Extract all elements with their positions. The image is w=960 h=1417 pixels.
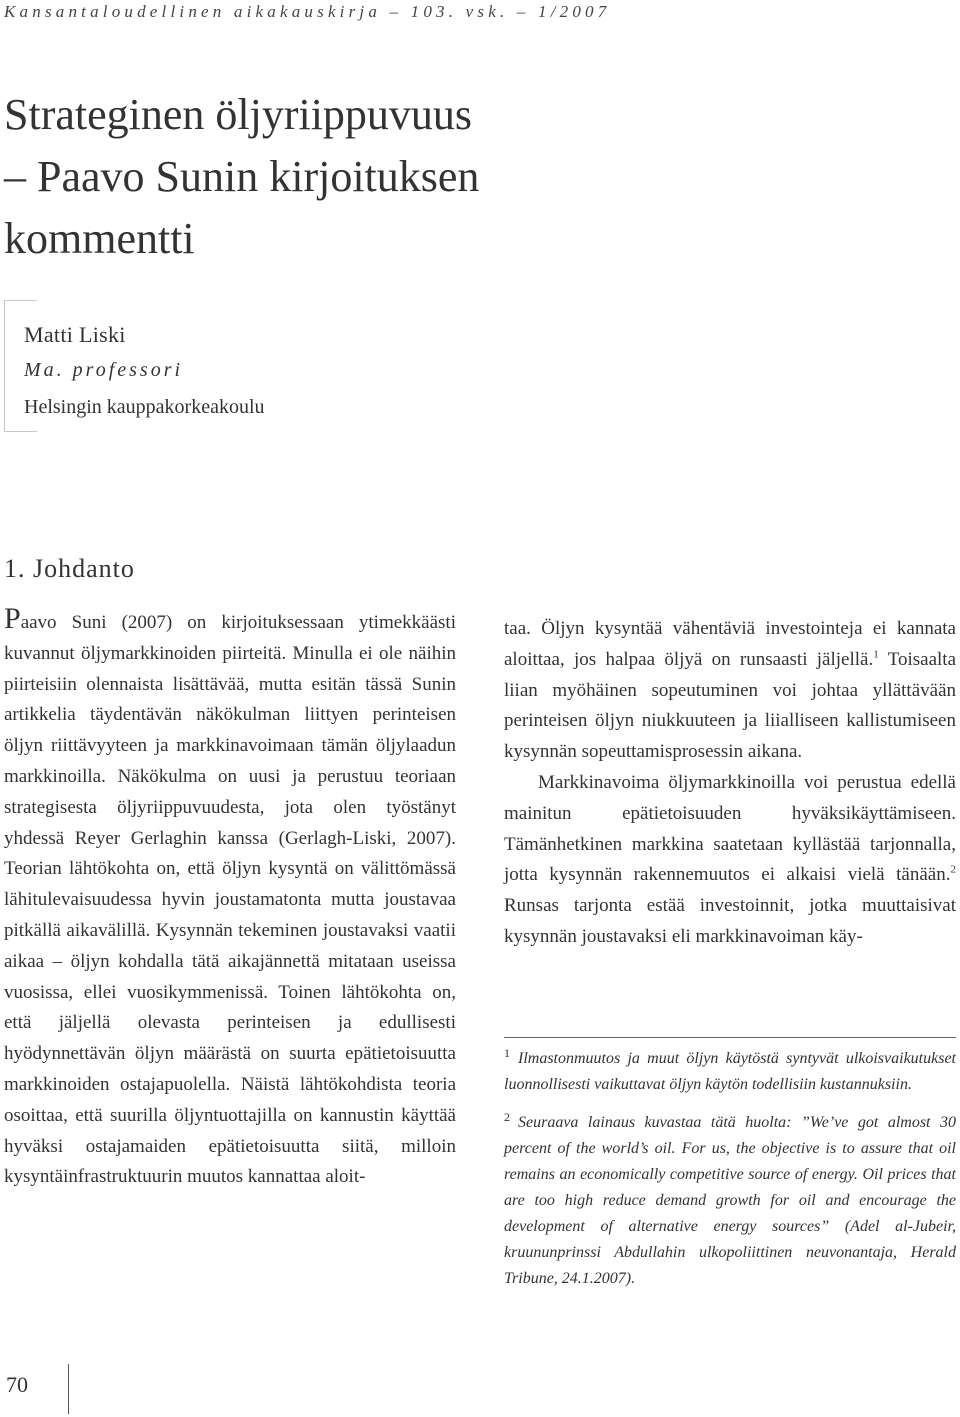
running-head: Kansantaloudellinen aikakauskirja – 103. vsk. – 1/2007 (4, 2, 611, 21)
right-p2-text-a: Markkinavoima öljymarkkinoilla voi perustua edellä mainitun epätietoisuuden hyväksikäyttämiseen. Tämänhetkinen markkina saatetaan kyllästää tarjonnalla, jotta kysynnän rakennemuutos ei alkaisi vielä tänään. (504, 771, 956, 886)
footnote-number: 1 (504, 1045, 510, 1060)
initial-letter: P (4, 602, 21, 635)
article-title (4, 84, 479, 270)
footnotes (504, 1046, 956, 1304)
footnote-1 (504, 1046, 956, 1098)
footnote-divider (504, 1037, 956, 1038)
page-number-divider (68, 1364, 69, 1414)
author-block (24, 318, 265, 426)
footnote-text: Ilmastonmuutos ja muut öljyn käytöstä syntyvät ulkoisvaikutukset luonnollisesti vaikuttavat öljyn käytön todellisiin kustannuksiin. (504, 1050, 956, 1093)
author-role: Ma. professori (24, 359, 184, 381)
section-heading: 1. Johdanto (4, 554, 135, 583)
left-column-text: aavo Suni (2007) on kirjoituksessaan ytimekkäästi kuvannut öljymarkkinoiden piirteitä. Minulla ei ole näihin piirteisiin olennaista lisättävää, mutta esitän tässä Sunin artikkelia täydentävän näkökulman liittyen perinteisen öljyn riittävyyteen ja markkinavoimaan tämän öljylaadun markkinoilla. Näkökulma on uusi ja perustuu teoriaan strategisesta öljyriippuvuudesta, jota olen työstänyt yhdessä Reyer Gerlaghin kanssa (Gerlagh-Liski, 2007). Teorian lähtökohta on, että öljyn kysyntä on välittömässä lähitulevaisuudessa hyvin joustamatonta mutta joustavaa pitkällä aikavälillä. Kysynnän tekeminen joustavaksi vaatii aikaa – öljyn kohdalla tätä aikajännettä mitataan useissa vuosissa, ellei vuosikymmenissä. Toinen lähtökohta on, että jäljellä olevasta perinteisen ja edullisesti hyödynnettävän öljyn määrästä on suurta epätietoisuutta markkinoiden ostajapuolella. Näistä lähtökohdista teoria osoittaa, että suurilla öljyntuottajilla on kannustin käyttää hyväksi ostajamaiden epätietoisuutta siitä, milloin kysyntäinfrastruktuurin muutos kannattaa aloit- (4, 612, 456, 1188)
right-p2-text-b: Runsas tarjonta estää investoinnit, jotka muuttaisivat kysynnän joustavaksi eli markkinavoiman käy- (504, 895, 956, 947)
right-p1-text-a: taa. Öljyn kysyntää vähentäviä investointeja ei kannata aloittaa, jos halpaa öljyä on runsaasti jäljellä. (504, 618, 956, 670)
right-p1-text-b: Toisaalta liian myöhäinen sopeutuminen voi johtaa yllättävään perinteisen öljyn niukkuuteen ja liialliseen kallistumiseen kysynnän sopeuttamisprosessin aikana. (504, 648, 957, 763)
author-organization: Helsingin kauppakorkeakoulu (24, 396, 265, 418)
title-line-3: kommentti (4, 214, 195, 263)
right-paragraph-1 (504, 614, 956, 768)
footnote-2 (504, 1110, 956, 1292)
title-line-2: – Paavo Sunin kirjoituksen (4, 152, 480, 201)
footnote-ref-2[interactable]: 2 (950, 864, 956, 877)
page-number: 70 (6, 1372, 28, 1397)
body-column-right (504, 614, 956, 953)
footnote-ref-1[interactable]: 1 (873, 648, 879, 661)
title-line-1: Strateginen öljyriippuvuus (4, 90, 473, 139)
author-name: Matti Liski (24, 322, 126, 347)
right-paragraph-2 (504, 768, 956, 953)
footnote-text: Seuraava lainaus kuvastaa tätä huolta: ”We’ve got almost 30 percent of the world’s oil. For us, the objective is to assure that oil remains an economically competitive source of energy. Oil prices that are too high reduce demand growth for oil and encourage the development of alternative energy sources” (Adel al-Jubeir, kruununprinssi Abdullahin ulkopoliittinen neuvonantaja, Herald Tribune, 24.1.2007). (504, 1114, 956, 1287)
footnote-number: 2 (504, 1109, 510, 1124)
body-column-left (4, 604, 456, 1193)
